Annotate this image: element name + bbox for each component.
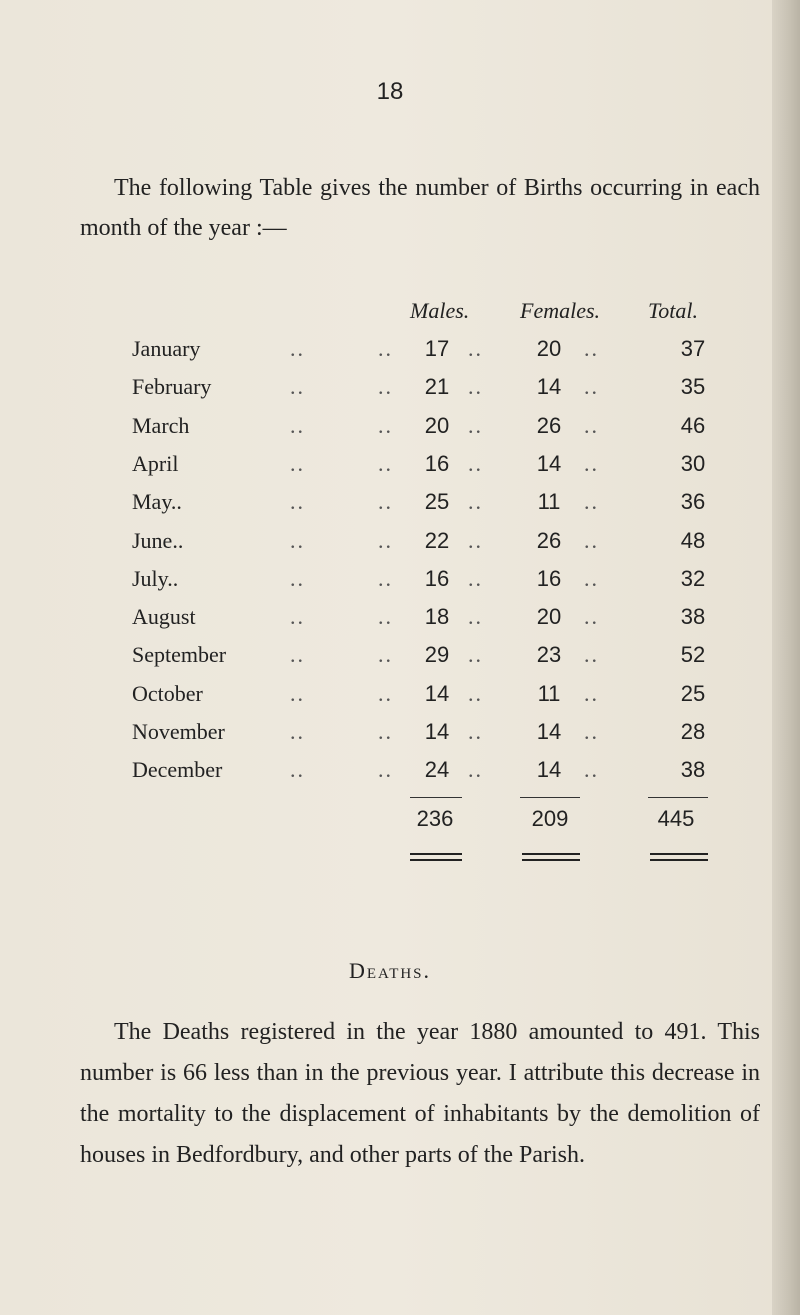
leader-dots: .. xyxy=(468,680,483,706)
total-cell: 35 xyxy=(680,374,706,400)
leader-dots: .. xyxy=(378,604,393,630)
females-cell: 20 xyxy=(536,604,562,630)
leader-dots: .. xyxy=(468,450,483,476)
leader-dots: .. xyxy=(290,527,305,553)
females-cell: 26 xyxy=(536,412,562,438)
sum-rule-total xyxy=(648,797,708,798)
total-cell: 25 xyxy=(680,680,706,706)
column-header-females: Females. xyxy=(520,298,601,323)
total-cell: 36 xyxy=(680,489,706,515)
leader-dots: .. xyxy=(290,757,305,783)
females-cell: 14 xyxy=(536,374,562,400)
leader-dots: .. xyxy=(468,374,483,400)
total-cell: 48 xyxy=(680,527,706,553)
month-cell: September xyxy=(132,642,227,668)
leader-dots: .. xyxy=(468,565,483,591)
leader-dots: .. xyxy=(468,336,483,361)
leader-dots: .. xyxy=(378,450,393,476)
month-cell: May.. xyxy=(132,489,182,515)
leader-dots: .. xyxy=(584,489,599,515)
deaths-paragraph: The Deaths registered in the year 1880 amounted to 491. This number is 66 less than in the previous year. I attribute this decrease in the mortality to the displacement of inhabitants by the demolition of houses in Bedfordbury, and other parts of the Parish. xyxy=(80,1019,760,1168)
month-cell: March xyxy=(132,412,190,438)
leader-dots: .. xyxy=(290,719,305,744)
total-cell: 28 xyxy=(680,719,706,744)
table-row xyxy=(0,451,780,489)
table-row xyxy=(0,642,780,680)
leader-dots: .. xyxy=(290,336,305,361)
total-cell: 52 xyxy=(680,642,706,668)
leader-dots: .. xyxy=(584,565,599,591)
leader-dots: .. xyxy=(468,642,483,668)
leader-dots: .. xyxy=(584,719,599,744)
leader-dots: .. xyxy=(378,527,393,553)
males-cell: 16 xyxy=(424,450,450,476)
leader-dots: .. xyxy=(468,719,483,744)
females-cell: 14 xyxy=(536,719,562,744)
leader-dots: .. xyxy=(290,642,305,668)
leader-dots: .. xyxy=(378,719,393,744)
leader-dots: .. xyxy=(290,412,305,438)
males-cell: 25 xyxy=(424,489,450,515)
column-header-total: Total. xyxy=(648,298,698,323)
total-cell: 38 xyxy=(680,604,706,630)
leader-dots: .. xyxy=(378,565,393,591)
total-males: 236 xyxy=(416,806,454,831)
leader-dots: .. xyxy=(468,757,483,783)
males-cell: 17 xyxy=(424,336,450,361)
leader-dots: .. xyxy=(584,374,599,400)
total-cell: 30 xyxy=(680,450,706,476)
month-cell: January xyxy=(132,336,201,361)
leader-dots: .. xyxy=(378,489,393,515)
leader-dots: .. xyxy=(584,604,599,630)
double-rule-total xyxy=(650,853,708,861)
table-row xyxy=(0,681,780,719)
sum-rule-males xyxy=(410,797,462,798)
leader-dots: .. xyxy=(378,412,393,438)
month-cell: June.. xyxy=(132,527,184,553)
females-cell: 20 xyxy=(536,336,562,361)
males-cell: 14 xyxy=(424,719,450,744)
leader-dots: .. xyxy=(468,489,483,515)
month-cell: July.. xyxy=(132,565,179,591)
total-cell: 38 xyxy=(680,757,706,783)
double-rule-females xyxy=(522,853,580,861)
table-row xyxy=(0,413,780,451)
sum-rule-females xyxy=(520,797,580,798)
total-cell: 46 xyxy=(680,412,706,438)
females-cell: 11 xyxy=(537,680,561,706)
month-cell: August xyxy=(132,604,196,630)
males-cell: 16 xyxy=(424,565,450,591)
leader-dots: .. xyxy=(290,680,305,706)
males-cell: 21 xyxy=(424,374,450,400)
males-cell: 24 xyxy=(424,757,450,783)
leader-dots: .. xyxy=(290,374,305,400)
leader-dots: .. xyxy=(584,336,599,361)
page-number: 18 xyxy=(376,78,404,105)
table-row xyxy=(0,374,780,412)
males-cell: 20 xyxy=(424,412,450,438)
leader-dots: .. xyxy=(584,412,599,438)
leader-dots: .. xyxy=(584,757,599,783)
month-cell: October xyxy=(132,680,203,706)
females-cell: 26 xyxy=(536,527,562,553)
leader-dots: .. xyxy=(290,489,305,515)
intro-paragraph: The following Table gives the number of Births occurring in each month of the year :— xyxy=(80,175,760,241)
total-cell: 32 xyxy=(680,565,706,591)
leader-dots: .. xyxy=(468,412,483,438)
females-cell: 16 xyxy=(536,565,562,591)
leader-dots: .. xyxy=(468,604,483,630)
total-all: 445 xyxy=(657,806,695,831)
leader-dots: .. xyxy=(378,336,393,361)
leader-dots: .. xyxy=(468,527,483,553)
page-edge xyxy=(772,0,800,1315)
month-cell: December xyxy=(132,757,223,783)
leader-dots: .. xyxy=(584,680,599,706)
table-row xyxy=(0,604,780,642)
total-females: 209 xyxy=(531,806,569,831)
males-cell: 29 xyxy=(424,642,450,668)
leader-dots: .. xyxy=(378,757,393,783)
leader-dots: .. xyxy=(290,604,305,630)
table-row xyxy=(0,566,780,604)
leader-dots: .. xyxy=(290,565,305,591)
females-cell: 11 xyxy=(537,489,561,515)
females-cell: 14 xyxy=(536,757,562,783)
males-cell: 14 xyxy=(424,680,450,706)
table-row xyxy=(0,336,780,374)
table-row xyxy=(0,489,780,527)
females-cell: 23 xyxy=(536,642,562,668)
leader-dots: .. xyxy=(584,527,599,553)
leader-dots: .. xyxy=(584,642,599,668)
column-header-males: Males. xyxy=(410,298,470,323)
females-cell: 14 xyxy=(536,450,562,476)
table-row xyxy=(0,757,780,795)
table-row xyxy=(0,528,780,566)
total-cell: 37 xyxy=(680,336,706,361)
month-cell: April xyxy=(132,450,179,476)
month-cell: February xyxy=(132,374,212,400)
males-cell: 22 xyxy=(424,527,450,553)
males-cell: 18 xyxy=(424,604,450,630)
leader-dots: .. xyxy=(378,642,393,668)
leader-dots: .. xyxy=(290,450,305,476)
double-rule-males xyxy=(410,853,462,861)
leader-dots: .. xyxy=(378,680,393,706)
deaths-heading: Deaths. xyxy=(348,958,432,983)
month-cell: November xyxy=(132,719,225,744)
leader-dots: .. xyxy=(378,374,393,400)
table-row xyxy=(0,719,780,757)
leader-dots: .. xyxy=(584,450,599,476)
